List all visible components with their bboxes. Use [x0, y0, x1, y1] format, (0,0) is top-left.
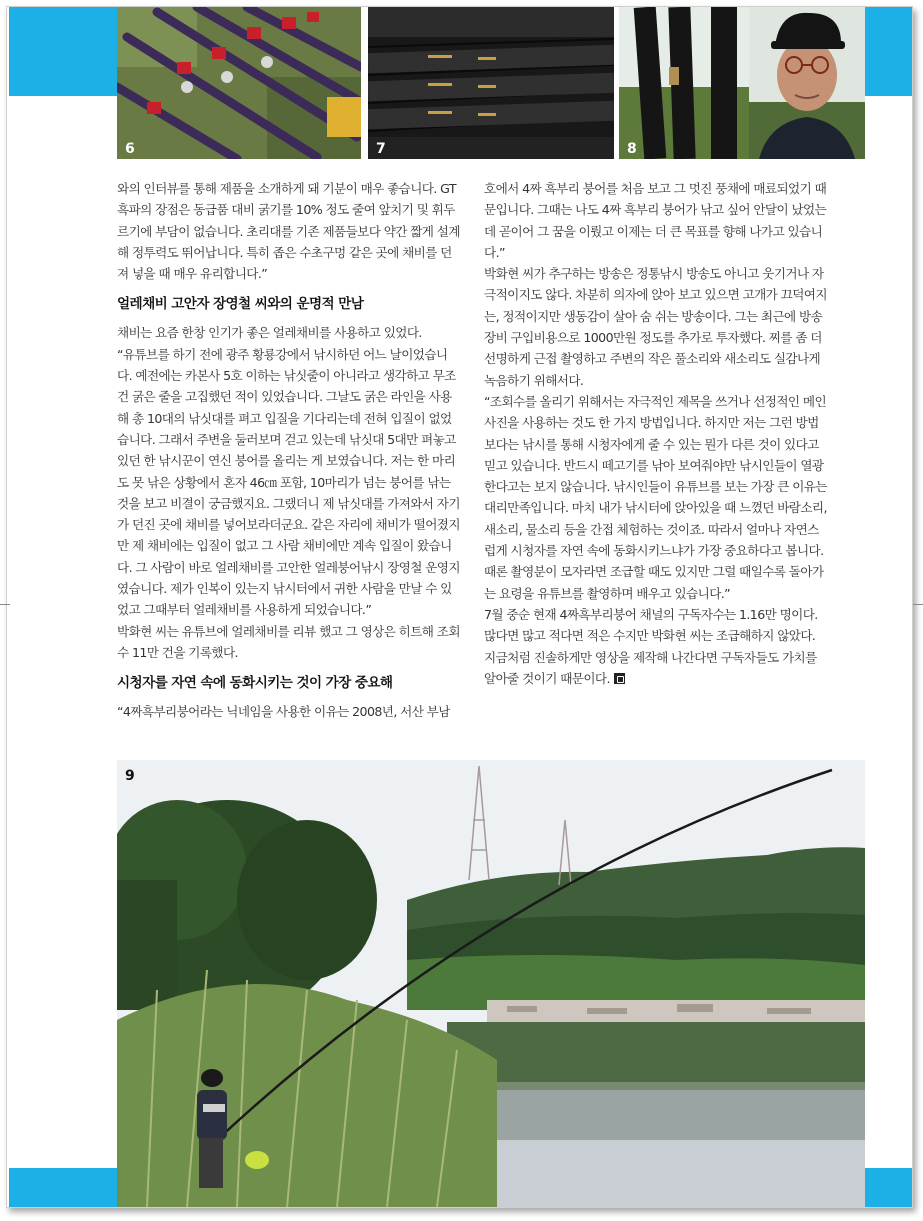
rod-reels-illustration [117, 7, 361, 159]
paragraph: 박화현 씨는 유튜브에 얼레채비를 리뷰 했고 그 영상은 히트해 조회수 11만 건을 기록했다. [117, 623, 460, 660]
riverbank-illustration [117, 760, 865, 1207]
photo-rods-in-case [368, 7, 614, 159]
section-heading: 시청자를 자연 속에 동화시키는 것이 가장 중요해 [117, 675, 393, 692]
photo-label: 9 [125, 768, 135, 784]
right-text-column [484, 178, 828, 689]
photo-angler-riverbank [117, 760, 865, 1207]
photo-label: 7 [376, 141, 386, 157]
paragraph: 채비는 요즘 한창 인기가 좋은 얼레채비를 사용하고 있었다. [117, 325, 422, 341]
rods-case-illustration [368, 7, 614, 159]
photo-label: 8 [627, 141, 637, 157]
paragraph: “유튜브를 하기 전에 광주 황룡강에서 낚시하던 어느 날이었습니다. 예전에는 카본사 5호 이하는 낚싯줄이 아니라고 생각하고 무조건 굵은 줄을 고집했던 적이 있었습니다. 그날도 굵은 라인을 사용해 총 10대의 낚싯대를 펴고 입질을 기다리는데 전혀 입질이 없었습니다. 그래서 주변을 둘러보며 걷고 있는데 낚싯대 5대만 펴놓고 있던 한 낚시꾼이 연신 붕어를 올리는 게 보였습니다. 저는 한 마리도 못 낚은 상황에서 혼자 46㎝ 포함, 10마리가 넘는 붕어를 낚는 것을 보고 비결이 궁금했지요. 그랬더니 제 낚싯대를 가져와서 자기가 던진 곳에 채비를 넣어보라더군요. 같은 자리에 채비가 떨어졌지만 제 채비에는 입질이 없고 그 사람 채비에만 계속 입질이 왔습니다. 그 사람이 바로 얼레채비를 고안한 얼레붕어낚시 장영철 운영지였습니다. 제가 인복이 있는지 낚시터에서 귀한 사람을 만날 수 있었고 그때부터 얼레채비를 사용하게 되었습니다.” [117, 346, 460, 618]
photo-rods-and-portrait [619, 7, 865, 159]
article-end-icon [614, 673, 625, 684]
magazine-page [6, 6, 913, 1208]
corner-tab-top-left [9, 7, 117, 96]
paragraph: 호에서 4짜 흑부리 붕어를 처음 보고 그 멋진 풍채에 매료되었기 때문입니다. 그때는 나도 4짜 흑부리 붕어가 낚고 싶어 안달이 났었는데 곧이어 그 꿈을 이뤘고 이제는 더 큰 목표를 향해 나가고 있습니다.” [484, 181, 827, 260]
paragraph [484, 604, 828, 689]
crop-mark [913, 604, 923, 605]
crop-mark [0, 604, 10, 605]
portrait-illustration [619, 7, 865, 159]
corner-tab-bottom-right [865, 1168, 912, 1207]
paragraph-text: 7월 중순 현재 4짜흑부리붕어 채널의 구독자수는 1.16만 명이다. 많다면 많고 적다면 적은 수지만 박화현 씨는 조급해하지 않았다. 지금처럼 진솔하게만 영상을 제작해 나간다면 구독자들도 가치를 알아줄 것이기 때문이다. [484, 606, 818, 686]
paragraph: “4짜흑부리붕어라는 닉네임을 사용한 이유는 2008년, 서산 부남 [117, 704, 450, 720]
corner-tab-top-right [865, 7, 912, 96]
left-text-column [117, 178, 461, 723]
paragraph: “조회수를 올리기 위해서는 자극적인 제목을 쓰거나 선정적인 메인 사진을 사용하는 것도 한 가지 방법입니다. 하지만 저는 그런 방법 보다는 낚시를 통해 시청자에게 줄 수 있는 뭔가 다른 것이 있다고 믿고 있습니다. 반드시 떼고기를 낚아 보여줘야만 낚시인들이 열광한다고는 보지 않습니다. 낚시인들이 유튜브를 보는 가장 큰 이유는 대리만족입니다. 마치 내가 낚시터에 앉아있을 때 느꼈던 바람소리, 새소리, 물소리 등을 간접 체험하는 것이죠. 따라서 얼마나 자연스럽게 시청자를 자연 속에 동화시키느냐가 가장 중요하다고 봅니다. 때론 촬영분이 모자라면 조급할 때도 있지만 그럴 때일수록 돌아가는 요령을 유튜브를 촬영하며 배우고 있습니다.” [484, 393, 827, 601]
section-heading: 얼레채비 고안자 장영철 씨와의 운명적 만남 [117, 296, 364, 313]
paragraph: 와의 인터뷰를 통해 제품을 소개하게 돼 기분이 매우 좋습니다. GT흑파의 장점은 동급품 대비 굵기를 10% 정도 줄여 앞치기 및 휘두르기에 부담이 없습니다. 초리대를 기존 제품들보다 약간 짧게 설계해 정투력도 뛰어납니다. 특히 좁은 수초구멍 같은 곳에 채비를 던져 넣을 때 매우 유리합니다.” [117, 181, 460, 282]
photo-rod-reels [117, 7, 361, 159]
photo-label: 6 [125, 141, 135, 157]
paragraph: 박화현 씨가 추구하는 방송은 정통낚시 방송도 아니고 웃기거나 자극적이지도 않다. 차분히 의자에 앉아 보고 있으면 고개가 끄덕여지는, 정적이지만 생동감이 살아 숨 쉬는 방송이다. 그는 최근에 방송 장비 구입비용으로 1000만원 정도를 추가로 투자했다. 찌를 좀 더 선명하게 근접 촬영하고 주변의 작은 풀소리와 새소리도 실감나게 녹음하기 위해서다. [484, 266, 827, 388]
corner-tab-bottom-left [9, 1168, 117, 1207]
